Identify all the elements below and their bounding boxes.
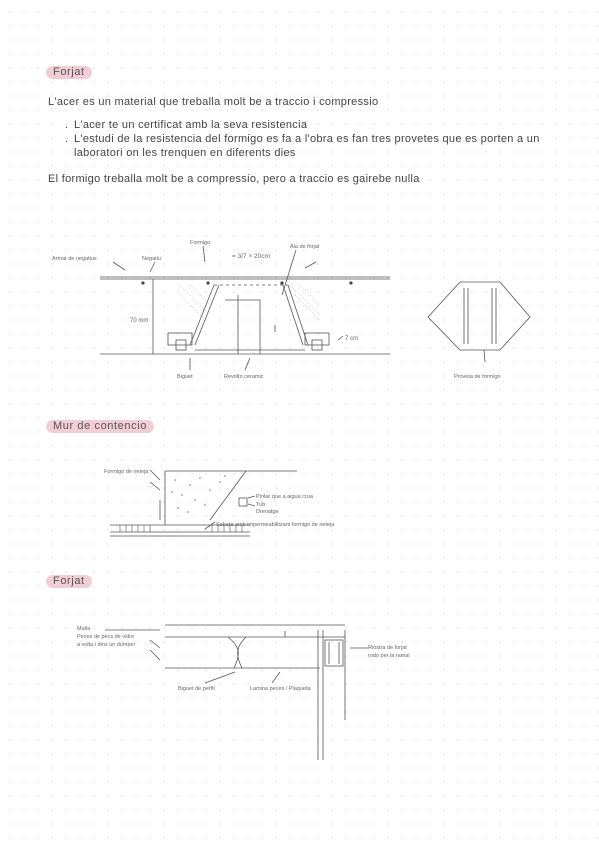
label-pintar: Pintar que a aigua crua (256, 494, 313, 500)
label-lamina: Lamina peces / Plaqueta (250, 686, 311, 692)
bullet-dot: . (65, 119, 69, 131)
label-ala: Ala de forjat (290, 244, 320, 250)
bullet-text: L'estudi de la resistencia del formigo es fa a l'obra es fan tres provetes que es porten a un laboratori on les trenquen en diferents dies (74, 133, 540, 159)
section-heading-forjat-2: Forjat (46, 575, 92, 588)
label-negatiu: Negatiu (142, 256, 161, 262)
label-biguet: Biguet (177, 374, 193, 380)
section-heading-mur: Mur de contencio (46, 420, 154, 433)
label-dim1: 70 mm (130, 318, 149, 324)
label-drenatge: Drenatge (256, 509, 279, 515)
label-biguet-perfil: Biguet de perfil (178, 686, 215, 692)
label-formigo-neteja: Formigo de neteja (104, 469, 149, 475)
label-provetes: Proveta de formigo (454, 374, 501, 380)
label-formigo: Formigo (190, 240, 211, 246)
label-peces: Peces de pecs de vidre (77, 634, 135, 640)
label-malla: Malla (77, 626, 91, 632)
label-dim2: 7 cm (345, 336, 359, 342)
label-tub: Tub (256, 502, 266, 508)
label-revoltons: Revolto ceramic (224, 374, 264, 380)
label-rodo: rodo per la ramal (368, 653, 410, 659)
label-formula: = 3/7 × 20cm (232, 253, 270, 260)
section-heading-forjat: Forjat (46, 66, 92, 79)
text-acer-traccio: L'acer es un material que treballa molt be a traccio i compressio (48, 96, 379, 108)
label-riostra: Riostra de forjat (368, 645, 407, 651)
label-volta: a volta i dins un dumper (77, 642, 136, 648)
bullet-text: L'acer te un certificat amb la seva resistencia (74, 119, 308, 131)
text-formigo-compressio: El formigo treballa molt be a compressio, pero a traccio es gairebe nulla (48, 173, 420, 185)
label-sabata: Sabata amb impermeabilitzant formigo de neteja (216, 522, 335, 528)
label-armat: Armat de negatius (52, 256, 97, 262)
bullet-dot: . (65, 133, 69, 145)
